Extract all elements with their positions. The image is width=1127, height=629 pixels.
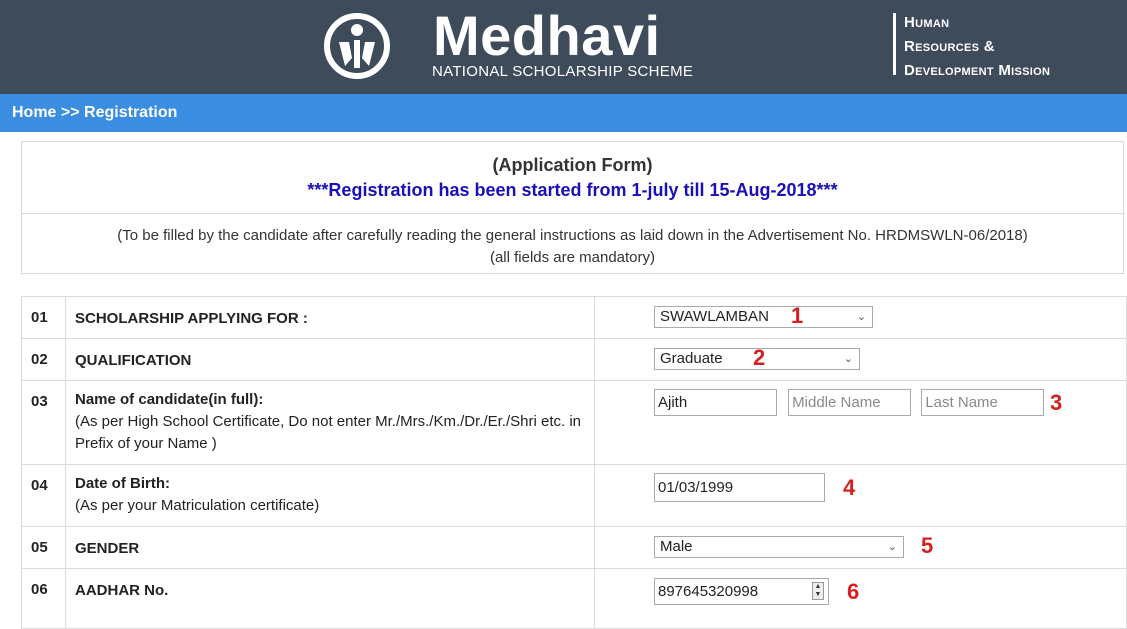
- breadcrumb: [12, 104, 177, 122]
- aadhar-input[interactable]: [654, 578, 829, 605]
- instruction-text: (To be filled by the candidate after carefully reading the general instructions as laid down in the Advertisement No. HRDMSWLN-06/2018): [117, 227, 1028, 244]
- chevron-down-icon: ⌄: [843, 353, 853, 365]
- qualification-select-value: Graduate: [660, 350, 723, 367]
- info-box: [21, 141, 1124, 274]
- row-field: [595, 297, 1127, 339]
- registration-notice: ***Registration has been started from 1-july till 15-Aug-2018***: [307, 180, 838, 200]
- org-name-line-2: Resources &: [904, 38, 995, 55]
- row-label: [66, 297, 595, 339]
- registration-form-table: [21, 296, 1127, 629]
- row-field: [595, 527, 1127, 569]
- medhavi-logo-icon: [323, 12, 391, 80]
- brand-title: Medhavi: [433, 4, 661, 67]
- middle-name-input[interactable]: Middle Name: [788, 389, 911, 416]
- row-field: [595, 339, 1127, 381]
- table-row: [22, 297, 1127, 339]
- row-field: [595, 569, 1127, 629]
- instructions: [22, 225, 1123, 269]
- dob-label: Date of Birth:: [75, 475, 170, 492]
- first-name-input[interactable]: Ajith: [654, 389, 777, 416]
- scholarship-label: SCHOLARSHIP APPLYING FOR :: [75, 310, 308, 327]
- chevron-down-icon: ⌄: [887, 541, 897, 553]
- brand-subtitle: NATIONAL SCHOLARSHIP SCHEME: [432, 63, 694, 80]
- gender-label: GENDER: [75, 540, 140, 557]
- org-name: [904, 11, 1050, 83]
- row-number: 02: [22, 339, 66, 381]
- row-label: [66, 527, 595, 569]
- gender-select[interactable]: [654, 536, 904, 558]
- org-name-line-1: Human: [904, 14, 950, 31]
- spin-up-icon: ▲: [814, 583, 822, 590]
- breadcrumb-current: Registration: [84, 104, 178, 121]
- row-label: [66, 381, 595, 465]
- info-divider: [22, 213, 1123, 214]
- number-spinner[interactable]: [812, 582, 824, 600]
- table-row: [22, 465, 1127, 527]
- breadcrumb-home-link[interactable]: Home: [12, 104, 57, 121]
- site-header: [0, 0, 1127, 94]
- mandatory-note: (all fields are mandatory): [489, 249, 656, 266]
- form-title: (Application Form): [492, 155, 653, 175]
- row-label: [66, 569, 595, 629]
- breadcrumb-separator: >>: [60, 104, 80, 121]
- row-number: 06: [22, 569, 66, 629]
- annotation-marker: 5: [921, 533, 934, 558]
- chevron-down-icon: ⌄: [856, 311, 866, 323]
- table-row: [22, 569, 1127, 629]
- spin-down-icon: ▼: [814, 591, 822, 598]
- row-number: 04: [22, 465, 66, 527]
- org-name-line-3: Development Mission: [904, 62, 1051, 79]
- breadcrumb-bar: [0, 94, 1127, 132]
- row-label: [66, 465, 595, 527]
- header-divider: [893, 13, 896, 75]
- row-field: [595, 465, 1127, 527]
- table-row: [22, 339, 1127, 381]
- candidate-name-label: Name of candidate(in full):: [75, 391, 264, 408]
- row-number: 01: [22, 297, 66, 339]
- aadhar-value: 897645320998: [658, 583, 759, 600]
- row-field: [595, 381, 1127, 465]
- row-label: [66, 339, 595, 381]
- gender-select-value: Male: [660, 538, 693, 555]
- annotation-marker: 4: [843, 475, 856, 500]
- dob-note: (As per your Matriculation certificate): [75, 497, 320, 514]
- scholarship-select[interactable]: [654, 306, 873, 328]
- last-name-input[interactable]: Last Name: [921, 389, 1044, 416]
- table-row: [22, 381, 1127, 465]
- aadhar-label: AADHAR No.: [75, 582, 169, 599]
- qualification-label: QUALIFICATION: [75, 352, 192, 369]
- annotation-marker: 3: [1050, 390, 1063, 415]
- scholarship-select-value: SWAWLAMBAN: [660, 308, 769, 325]
- annotation-marker: 6: [847, 579, 860, 604]
- row-number: 03: [22, 381, 66, 465]
- table-row: [22, 527, 1127, 569]
- dob-input[interactable]: 01/03/1999: [654, 473, 825, 502]
- annotation-marker: 1: [791, 303, 804, 328]
- candidate-name-note: (As per High School Certificate, Do not enter Mr./Mrs./Km./Dr./Er./Shri etc. in Prefix of your Name ): [75, 413, 582, 452]
- row-number: 05: [22, 527, 66, 569]
- annotation-marker: 2: [753, 345, 766, 370]
